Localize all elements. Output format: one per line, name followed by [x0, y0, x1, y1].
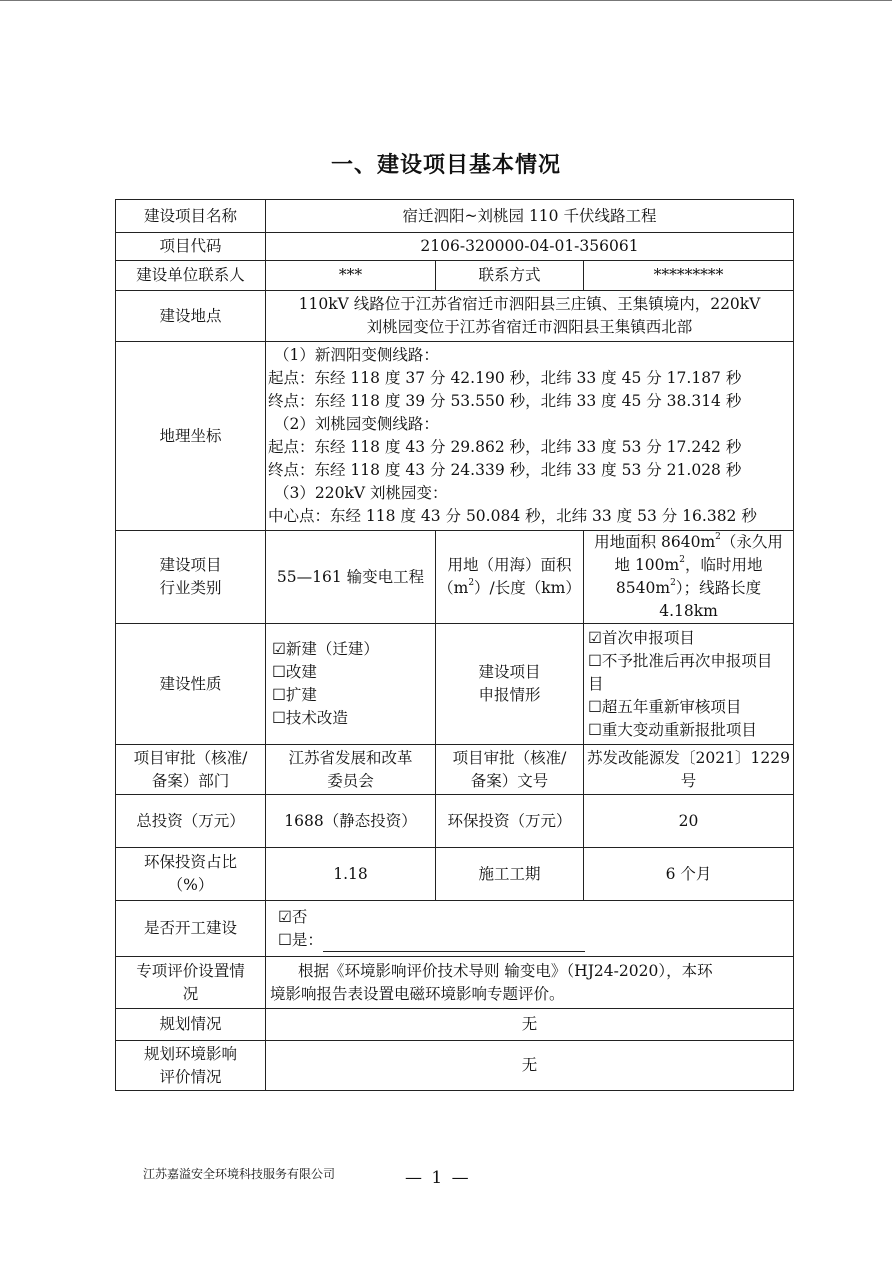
geo-value — [266, 342, 794, 531]
area-label — [436, 531, 584, 624]
approval-no-value — [584, 745, 794, 795]
area-label-line-2: $(m^2)/$长度（km） — [438, 578, 581, 597]
approval-dept-line-2: 委员会 — [327, 771, 374, 790]
approval-dept-line-1: 江苏省发展和改革 — [288, 748, 413, 767]
report-option-resubmit-wrap: 目 — [588, 674, 604, 693]
report-option-resubmit: ☐不予批准后再次申报项目 — [588, 651, 773, 670]
geo-line: 终点：东经 118 度 39 分 53.550 秒，北纬 33 度 45 分 38.314 秒 — [268, 392, 742, 410]
contact-label: 建设单位联系人 — [116, 261, 266, 291]
row-special-evaluation — [116, 957, 794, 1009]
invest-label: 总投资（万元） — [116, 795, 266, 848]
special-value — [266, 957, 794, 1009]
location-line-2: 刘桃园变位于江苏省宿迁市泗阳县王集镇西北部 — [366, 318, 693, 336]
report-option-five-years: ☐超五年重新审核项目 — [588, 697, 742, 716]
started-value — [266, 901, 794, 957]
geo-line: 终点：东经 118 度 43 分 24.339 秒，北纬 33 度 53 分 21.028 秒 — [268, 461, 742, 479]
industry-label — [116, 531, 266, 624]
row-project-code — [116, 233, 794, 261]
report-label-line-1: 建设项目 — [478, 663, 541, 681]
started-label: 是否开工建设 — [116, 901, 266, 957]
approval-no-label-line-1: 项目审批（核准/ — [452, 748, 567, 767]
page-title: 一、建设项目基本情况 — [330, 153, 561, 178]
started-option-yes: ☐是： — [278, 929, 789, 952]
footer-page-number: — 1 — — [405, 1168, 471, 1188]
special-line-1: 根据《环境影响评价技术导则 输变电》（HJ24-2020），本环 — [298, 961, 713, 980]
row-env-ratio — [116, 848, 794, 901]
report-label-line-2: 申报情形 — [478, 686, 541, 704]
row-started — [116, 901, 794, 957]
env-ratio-label — [116, 848, 266, 901]
row-nature — [116, 624, 794, 745]
plan-value: 无 — [266, 1009, 794, 1041]
approval-no-line-2: 号 — [680, 771, 697, 790]
row-plan-env — [116, 1041, 794, 1091]
phone-label: 联系方式 — [436, 261, 584, 291]
area-value-line-4: 4.18km — [659, 602, 718, 620]
area-value-line-1: 用地面积 $8640m^2$（永久用 — [594, 532, 783, 551]
env-invest-value: 20 — [584, 795, 794, 848]
row-approval — [116, 745, 794, 795]
approval-dept-value — [266, 745, 436, 795]
nature-option-expand: ☐扩建 — [272, 686, 317, 704]
area-value — [584, 531, 794, 624]
approval-no-line-1: 苏发改能源发〔2021〕1229 — [587, 748, 790, 767]
special-label-line-2: 况 — [182, 984, 199, 1003]
plan-env-value: 无 — [266, 1041, 794, 1091]
project-name-value: 宿迁泗阳~刘桃园 110 千伏线路工程 — [266, 200, 794, 233]
nature-options — [266, 624, 436, 745]
invest-value: 1688（静态投资） — [266, 795, 436, 848]
area-value-line-3: $8540m^2$）；线路长度 — [615, 578, 762, 597]
project-code-label: 项目代码 — [116, 233, 266, 261]
industry-label-line-2: 行业类别 — [159, 579, 222, 597]
approval-dept-label — [116, 745, 266, 795]
started-option-no: ☑否 — [278, 907, 308, 926]
industry-value: 55—161 输变电工程 — [266, 531, 436, 624]
plan-env-label — [116, 1041, 266, 1091]
industry-label-line-1: 建设项目 — [159, 556, 222, 574]
special-line-2: 境影响报告表设置电磁环境影响专题评价。 — [270, 984, 565, 1003]
row-investment — [116, 795, 794, 848]
approval-dept-label-line-2: 备案）部门 — [151, 771, 230, 790]
row-contact — [116, 261, 794, 291]
approval-no-label — [436, 745, 584, 795]
report-option-first: ☑首次申报项目 — [588, 628, 695, 647]
special-label-line-1: 专项评价设置情 — [136, 961, 245, 980]
geo-line: 中心点：东经 118 度 43 分 50.084 秒，北纬 33 度 53 分 16.382 秒 — [268, 507, 757, 525]
area-value-line-2: 地 $100m^2$，临时用地 — [614, 555, 763, 574]
row-plan — [116, 1009, 794, 1041]
area-label-line-1: 用地（用海）面积 — [447, 556, 572, 574]
location-value — [266, 291, 794, 342]
env-ratio-label-line-2: （%） — [167, 876, 214, 894]
plan-env-label-line-2: 评价情况 — [159, 1067, 222, 1086]
row-industry — [116, 531, 794, 624]
env-invest-label: 环保投资（万元） — [436, 795, 584, 848]
project-name-label: 建设项目名称 — [116, 200, 266, 233]
top-border-line — [0, 0, 892, 1]
geo-line: 起点：东经 118 度 43 分 29.862 秒，北纬 33 度 53 分 17.242 秒 — [268, 438, 742, 456]
plan-env-label-line-1: 规划环境影响 — [143, 1044, 237, 1063]
geo-line: （3）220kV 刘桃园变： — [274, 484, 448, 502]
nature-label: 建设性质 — [116, 624, 266, 745]
geo-line: 起点：东经 118 度 37 分 42.190 秒，北纬 33 度 45 分 17.187 秒 — [268, 369, 742, 387]
nature-option-tech: ☐技术改造 — [272, 709, 348, 727]
env-ratio-label-line-1: 环保投资占比 — [143, 853, 237, 871]
location-line-1: 110kV 线路位于江苏省宿迁市泗阳县三庄镇、王集镇境内，220kV — [298, 295, 761, 313]
report-option-major-change: ☐重大变动重新报批项目 — [588, 720, 757, 739]
period-value: 6 个月 — [584, 848, 794, 901]
plan-label: 规划情况 — [116, 1009, 266, 1041]
geo-label: 地理坐标 — [116, 342, 266, 531]
env-ratio-value: 1.18 — [266, 848, 436, 901]
location-label: 建设地点 — [116, 291, 266, 342]
footer-company: 江苏嘉溢安全环境科技服务有限公司 — [143, 1167, 336, 1181]
project-info-table — [115, 199, 794, 1091]
period-label: 施工工期 — [436, 848, 584, 901]
row-project-name — [116, 200, 794, 233]
approval-dept-label-line-1: 项目审批（核准/ — [133, 748, 248, 767]
project-code-value: 2106-320000-04-01-356061 — [266, 233, 794, 261]
row-geo-coordinates — [116, 342, 794, 531]
contact-value: *** — [266, 261, 436, 291]
report-label — [436, 624, 584, 745]
approval-no-label-line-2: 备案）文号 — [470, 771, 549, 790]
report-options — [584, 624, 794, 745]
started-blank-line — [323, 936, 585, 952]
nature-option-rebuild: ☐改建 — [272, 663, 317, 681]
nature-option-new: ☑新建（迁建） — [272, 640, 379, 658]
row-location — [116, 291, 794, 342]
phone-value: ********* — [584, 261, 794, 291]
special-label — [116, 957, 266, 1009]
geo-line: （2）刘桃园变侧线路： — [274, 415, 439, 433]
geo-line: （1）新泗阳变侧线路： — [274, 346, 439, 364]
